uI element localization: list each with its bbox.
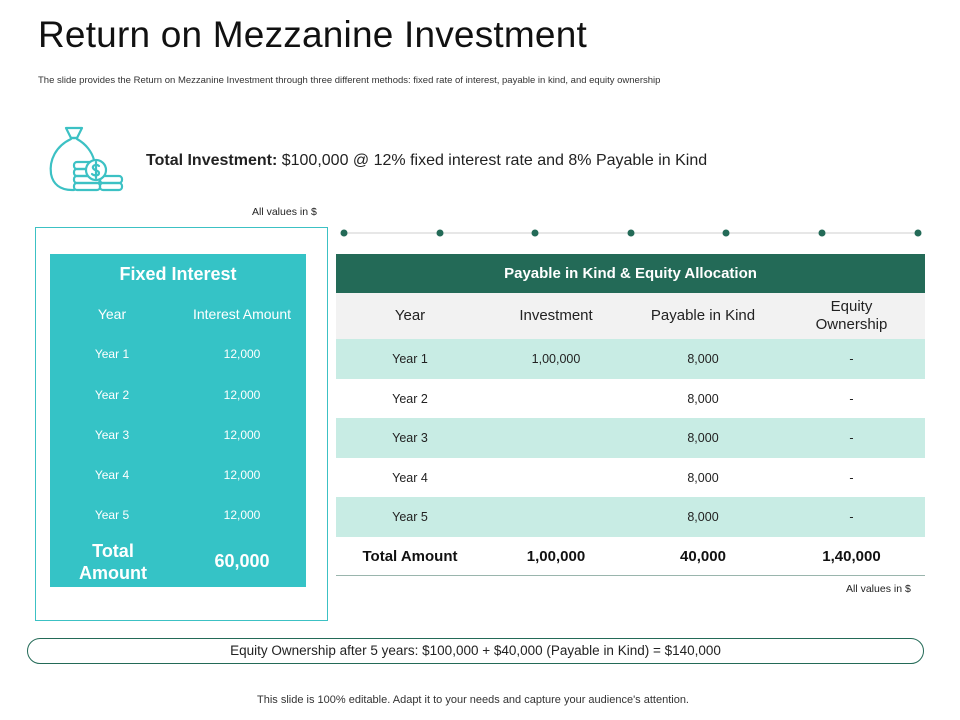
fi-year-cell: Year 1 [94,347,130,361]
fixed-interest-title: Fixed Interest [119,264,237,284]
fi-total-value: 60,000 [214,551,270,571]
fi-year-cell: Year 2 [94,388,130,402]
dotted-connector [336,226,926,240]
pik-investment-cell: 1,00,000 [531,352,581,366]
table-row [50,428,306,448]
fi-amount-cell: 12,000 [223,428,261,442]
table-row [336,497,925,537]
money-bag-coins-icon [46,122,128,196]
table-row [50,468,306,488]
pik-payable-cell: 8,000 [687,431,719,445]
pik-table-title: Payable in Kind & Equity Allocation [336,254,925,293]
footer-note: This slide is 100% editable. Adapt it to your needs and capture your audience's attention. [257,694,689,706]
fi-year-cell: Year 4 [94,468,130,482]
pik-equity-cell: - [849,431,854,445]
pik-total-row [336,537,925,576]
fi-amount-cell: 12,000 [223,508,261,522]
table-row [50,388,306,408]
pik-table-header [336,293,925,339]
table-row [336,339,925,379]
fi-amount-cell: 12,000 [223,388,261,402]
page-subtitle: The slide provides the Return on Mezzanine Investment through three different methods: fixed rate of interest, payable in kind, and equity ownership [38,75,661,86]
values-note-bottom: All values in $ [846,583,911,595]
pik-total-label: Total Amount [362,547,458,565]
pik-payable-cell: 8,000 [687,352,719,366]
fi-header-year: Year [97,306,127,322]
pik-payable-cell: 8,000 [687,392,719,406]
fi-amount-cell: 12,000 [223,468,261,482]
pik-year-cell: Year 1 [392,352,428,366]
total-investment-label: Total Investment: [146,152,278,169]
table-row [50,347,306,367]
values-note-top: All values in $ [252,206,317,218]
table-row [336,379,925,419]
fi-year-cell: Year 5 [94,508,130,522]
fixed-interest-header [50,306,306,326]
table-row [50,508,306,528]
pik-equity-cell: - [849,510,854,524]
pik-header-equity: Equity Ownership [815,298,888,333]
pik-total-payable: 40,000 [680,547,726,565]
pik-payable-cell: 8,000 [687,471,719,485]
pik-year-cell: Year 5 [392,510,428,524]
pik-header-year: Year [394,307,426,324]
total-investment-text [146,152,707,170]
equity-summary: Equity Ownership after 5 years: $100,000 + $40,000 (Payable in Kind) = $140,000 [27,638,924,664]
pik-year-cell: Year 2 [392,392,428,406]
table-row [336,418,925,458]
pik-equity-cell: - [849,392,854,406]
fixed-interest-table [50,254,306,587]
pik-investment-cell [484,379,628,419]
fi-header-amount: Interest Amount [192,306,292,322]
pik-investment-cell [484,418,628,458]
fi-total-label: Total Amount [79,541,147,583]
fi-amount-cell: 12,000 [223,347,261,361]
pik-payable-cell: 8,000 [687,510,719,524]
table-row [336,458,925,498]
pik-investment-cell [484,458,628,498]
pik-equity-cell: - [849,471,854,485]
pik-header-payable: Payable in Kind [650,307,756,324]
pik-total-equity: 1,40,000 [822,547,881,565]
pik-equity-cell: - [849,352,854,366]
pik-year-cell: Year 4 [392,471,428,485]
fi-year-cell: Year 3 [94,428,130,442]
pik-investment-cell [484,497,628,537]
pik-total-investment: 1,00,000 [526,547,586,565]
pik-header-investment: Investment [519,307,593,324]
pik-year-cell: Year 3 [392,431,428,445]
total-investment-value: $100,000 @ 12% fixed interest rate and 8% Payable in Kind [277,152,708,169]
fixed-interest-total [50,540,306,584]
page-title: Return on Mezzanine Investment [38,14,587,55]
